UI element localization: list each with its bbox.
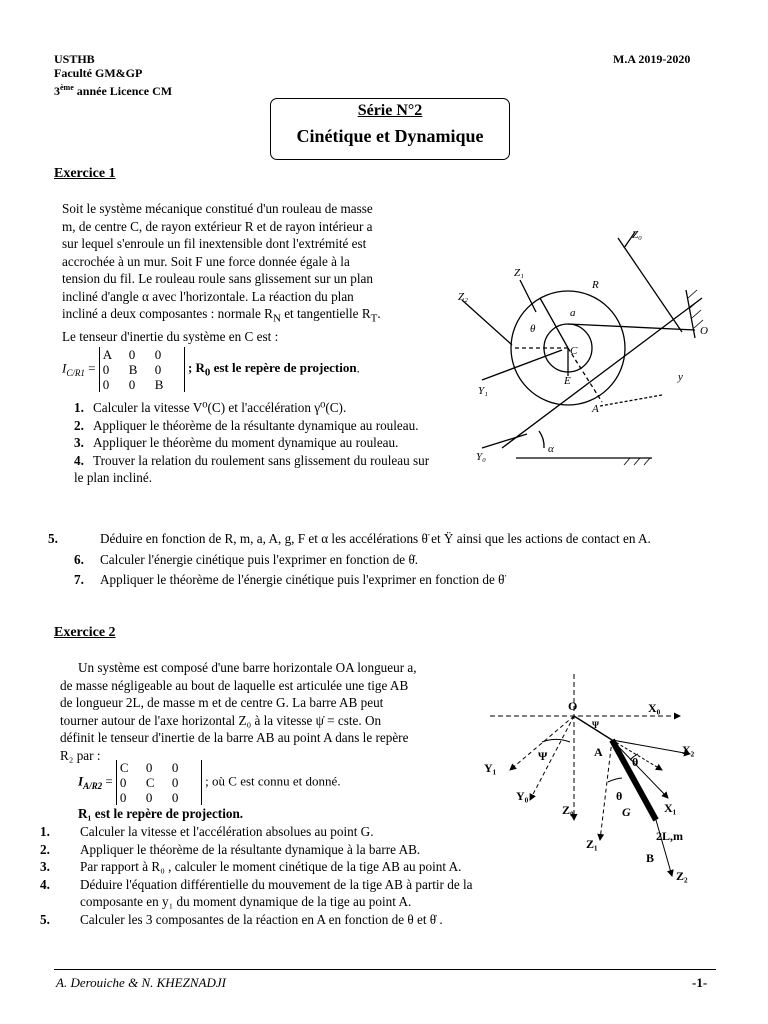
fig2-Z0: Z₀ <box>562 803 574 817</box>
header-year: 3ème année Licence CM <box>54 83 173 98</box>
ex1-item: 5. Déduire en fonction de R, m, a, A, g, F et α les accélérations θ̈ et Ÿ ainsi que les actions de contact en A. <box>48 531 651 546</box>
label-a: a <box>570 307 576 319</box>
ex2-intro: Un système est composé d'une barre horizontale OA longueur a, de masse négligeable au bout de laquelle est articulée une tige AB de longueur 2L, de masse m et de centre G. La barre AB peut tourner autour de l'axe horizontal Z₀ à la vitesse ψ̇ = cste. On définit le tenseur d'inertie de la barre AB au point A dans le repère R₂ par : <box>60 660 417 763</box>
ex2-item: 1. Calculer la vitesse et l'accélération absolues au point G. <box>40 824 374 839</box>
ex1-items-full <box>48 530 716 589</box>
fig2-A: A <box>594 745 603 759</box>
fig2-X0: X₀ <box>648 701 661 715</box>
ex2-proj-note: R₁ est le repère de projection. <box>78 806 244 821</box>
label-z1: Z₁ <box>514 267 524 279</box>
label-R: R <box>592 279 599 291</box>
title-box <box>270 98 510 160</box>
label-O: O <box>700 325 708 337</box>
ex1-item: 7. Appliquer le théorème de l'énergie cinétique puis l'exprimer en fonction de θ̈ <box>74 572 505 587</box>
fig2-Y1: Y₁ <box>484 761 497 775</box>
ex1-intro: Soit le système mécanique constitué d'un rouleau de masse m, de centre C, de rayon extérieur R et de rayon intérieur a sur lequel s'enroule un fil inextensible dont l'extrémité est accrochée à un mur. Soit F une force donnée égale à la tension du fil. Le rouleau roule sans glissement sur un plan incliné d'angle α avec l'horizontale. La réaction du plan incliné a deux composantes : normale $R_N$ et tangentielle $R_T$. Le tenseur d'inertie du système en C est : <box>62 201 381 345</box>
label-E: E <box>564 375 571 387</box>
footer-page: -1- <box>692 975 708 990</box>
wall <box>686 290 695 338</box>
fig2-Y0: Y₀ <box>516 789 529 803</box>
fig2-theta1: θ <box>632 755 639 769</box>
fig2-O: O <box>568 699 578 713</box>
ex1-tensor: $I_{C/R1}$ = A 0 0 0 B 0 0 0 B ; $R_0$ est le repère de projection. <box>62 347 360 392</box>
string <box>568 324 695 330</box>
fig2-L: 2L,m <box>656 829 683 843</box>
label-z0: Z₀ <box>632 229 642 241</box>
label-alpha: α <box>548 443 554 455</box>
label-C: C <box>570 345 578 357</box>
fig2-X1: X₁ <box>664 801 677 815</box>
ex1-item: 6. Calculer l'énergie cinétique puis l'exprimer en fonction de θ̇. <box>74 551 419 567</box>
ex2-items <box>40 823 480 928</box>
ex1-title: Exercice 1 <box>54 166 116 181</box>
fig2-B: B <box>646 851 655 865</box>
label-z2: Z₂ <box>458 291 468 303</box>
ex1-item: 4. Trouver la relation du roulement sans glissement du rouleau sur le plan incliné. <box>74 452 430 485</box>
ex1-figure <box>452 220 716 472</box>
inclined-plane <box>502 298 702 448</box>
header-university: USTHB <box>54 52 95 66</box>
label-y0: Y₀ <box>476 451 486 463</box>
bar-AB <box>612 740 656 820</box>
fig2-Z2: Z₂ <box>676 869 688 883</box>
serie-title: Série N°2 <box>357 102 423 119</box>
ex2-title: Exercice 2 <box>54 625 116 640</box>
fig2-X2: X₂ <box>682 743 695 757</box>
fig2-psi-dot: Ψ <box>592 720 600 730</box>
ex2-item: 5. Calculer les 3 composantes de la réaction en A en fonction de θ et θ̇ . <box>40 911 443 927</box>
ex1-item: 2. Appliquer le théorème de la résultante dynamique au rouleau. <box>74 417 419 433</box>
footer-rule <box>54 969 716 970</box>
fig2-G: G <box>622 805 631 819</box>
label-y1: Y₁ <box>478 385 488 397</box>
ex1-items-left <box>74 399 441 487</box>
fig2-Z1: Z₁ <box>586 837 598 851</box>
fig2-psi: Ψ <box>538 749 548 763</box>
ex2-matrix: C 0 0 0 C 0 0 0 0 <box>116 760 202 805</box>
ex2-figure <box>480 670 716 890</box>
ex2-item: 3. Par rapport à R₀ , calculer le moment cinétique de la tige AB au point A. <box>40 859 462 874</box>
header-author-year: M.A 2019-2020 <box>613 52 691 66</box>
ex1-matrix: A 0 0 0 B 0 0 0 B <box>99 347 185 392</box>
ex2-item: 2. Appliquer le théorème de la résultante dynamique à la barre AB. <box>40 841 421 857</box>
header-faculty: Faculté GM&GP <box>54 66 143 80</box>
footer-authors: A. Derouiche & N. KHEZNADJI <box>56 975 226 990</box>
label-A: A <box>592 403 599 415</box>
label-theta: θ <box>530 323 536 335</box>
fig2-theta2: θ <box>616 789 623 803</box>
label-y: y <box>678 371 683 383</box>
ex1-item: 3. Appliquer le théorème du moment dynamique au rouleau. <box>74 435 399 450</box>
ex1-item: 1. Calculer la vitesse V⁰(C) et l'accélération γ⁰(C). <box>74 400 347 415</box>
subject-title: Cinétique et Dynamique <box>296 126 484 146</box>
ex2-tensor: $I_{A/R2}$ = C 0 0 0 C 0 0 0 0 ; où C est connu et donné. <box>78 760 341 805</box>
ex2-item: 4. Déduire l'équation différentielle du mouvement de la tige AB à partir de la composante en y₁ du moment dynamique de la tige au point A. <box>40 876 473 909</box>
